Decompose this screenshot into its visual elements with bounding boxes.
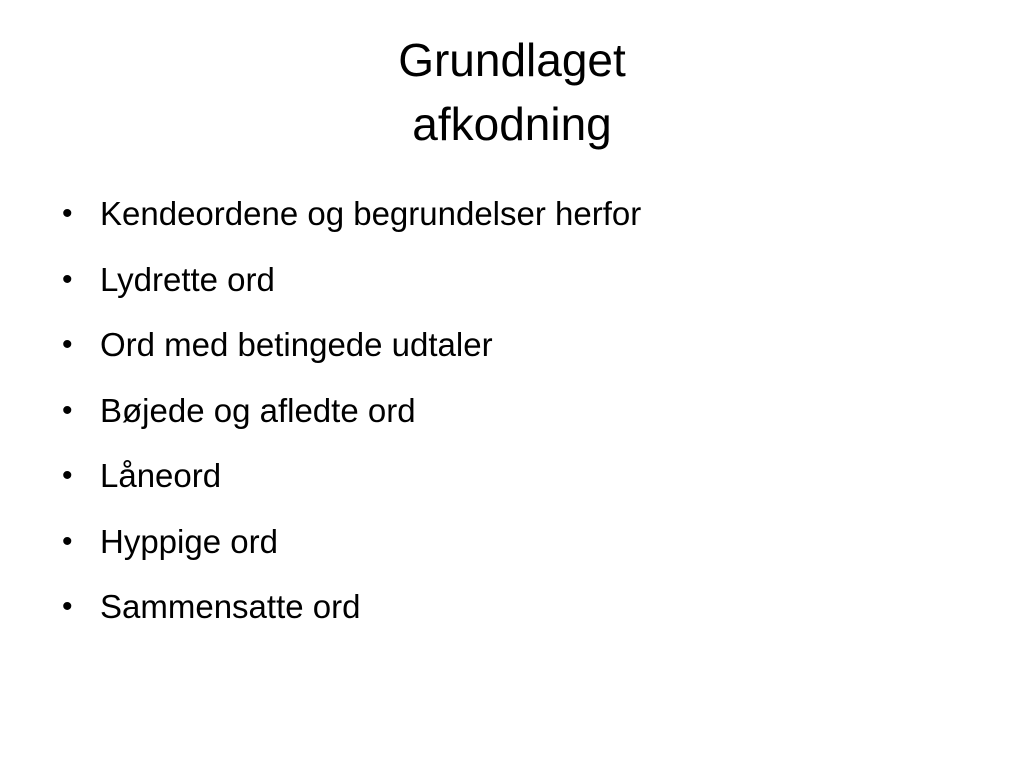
bullet-text: Kendeordene og begrundelser herfor [100, 195, 642, 232]
bullet-text: Bøjede og afledte ord [100, 391, 416, 429]
bullet-icon: • [62, 393, 73, 427]
bullet-icon: • [62, 197, 73, 230]
bullet-text: Hyppige ord [100, 522, 278, 560]
bullet-icon: • [62, 328, 73, 361]
bullet-text: Lydrette ord [100, 260, 275, 298]
title-line-2: afkodning [412, 98, 612, 150]
bullet-icon: • [62, 524, 73, 558]
slide-title [0, 28, 1024, 156]
bullet-text: Låneord [100, 457, 222, 494]
title-line-1: Grundlaget [398, 34, 626, 86]
bullet-icon: • [62, 262, 73, 296]
bullet-text: Ord med betingede udtaler [100, 326, 493, 363]
bullet-text: Sammensatte ord [100, 588, 361, 625]
bullet-icon: • [62, 590, 73, 623]
bullet-icon: • [62, 459, 73, 492]
